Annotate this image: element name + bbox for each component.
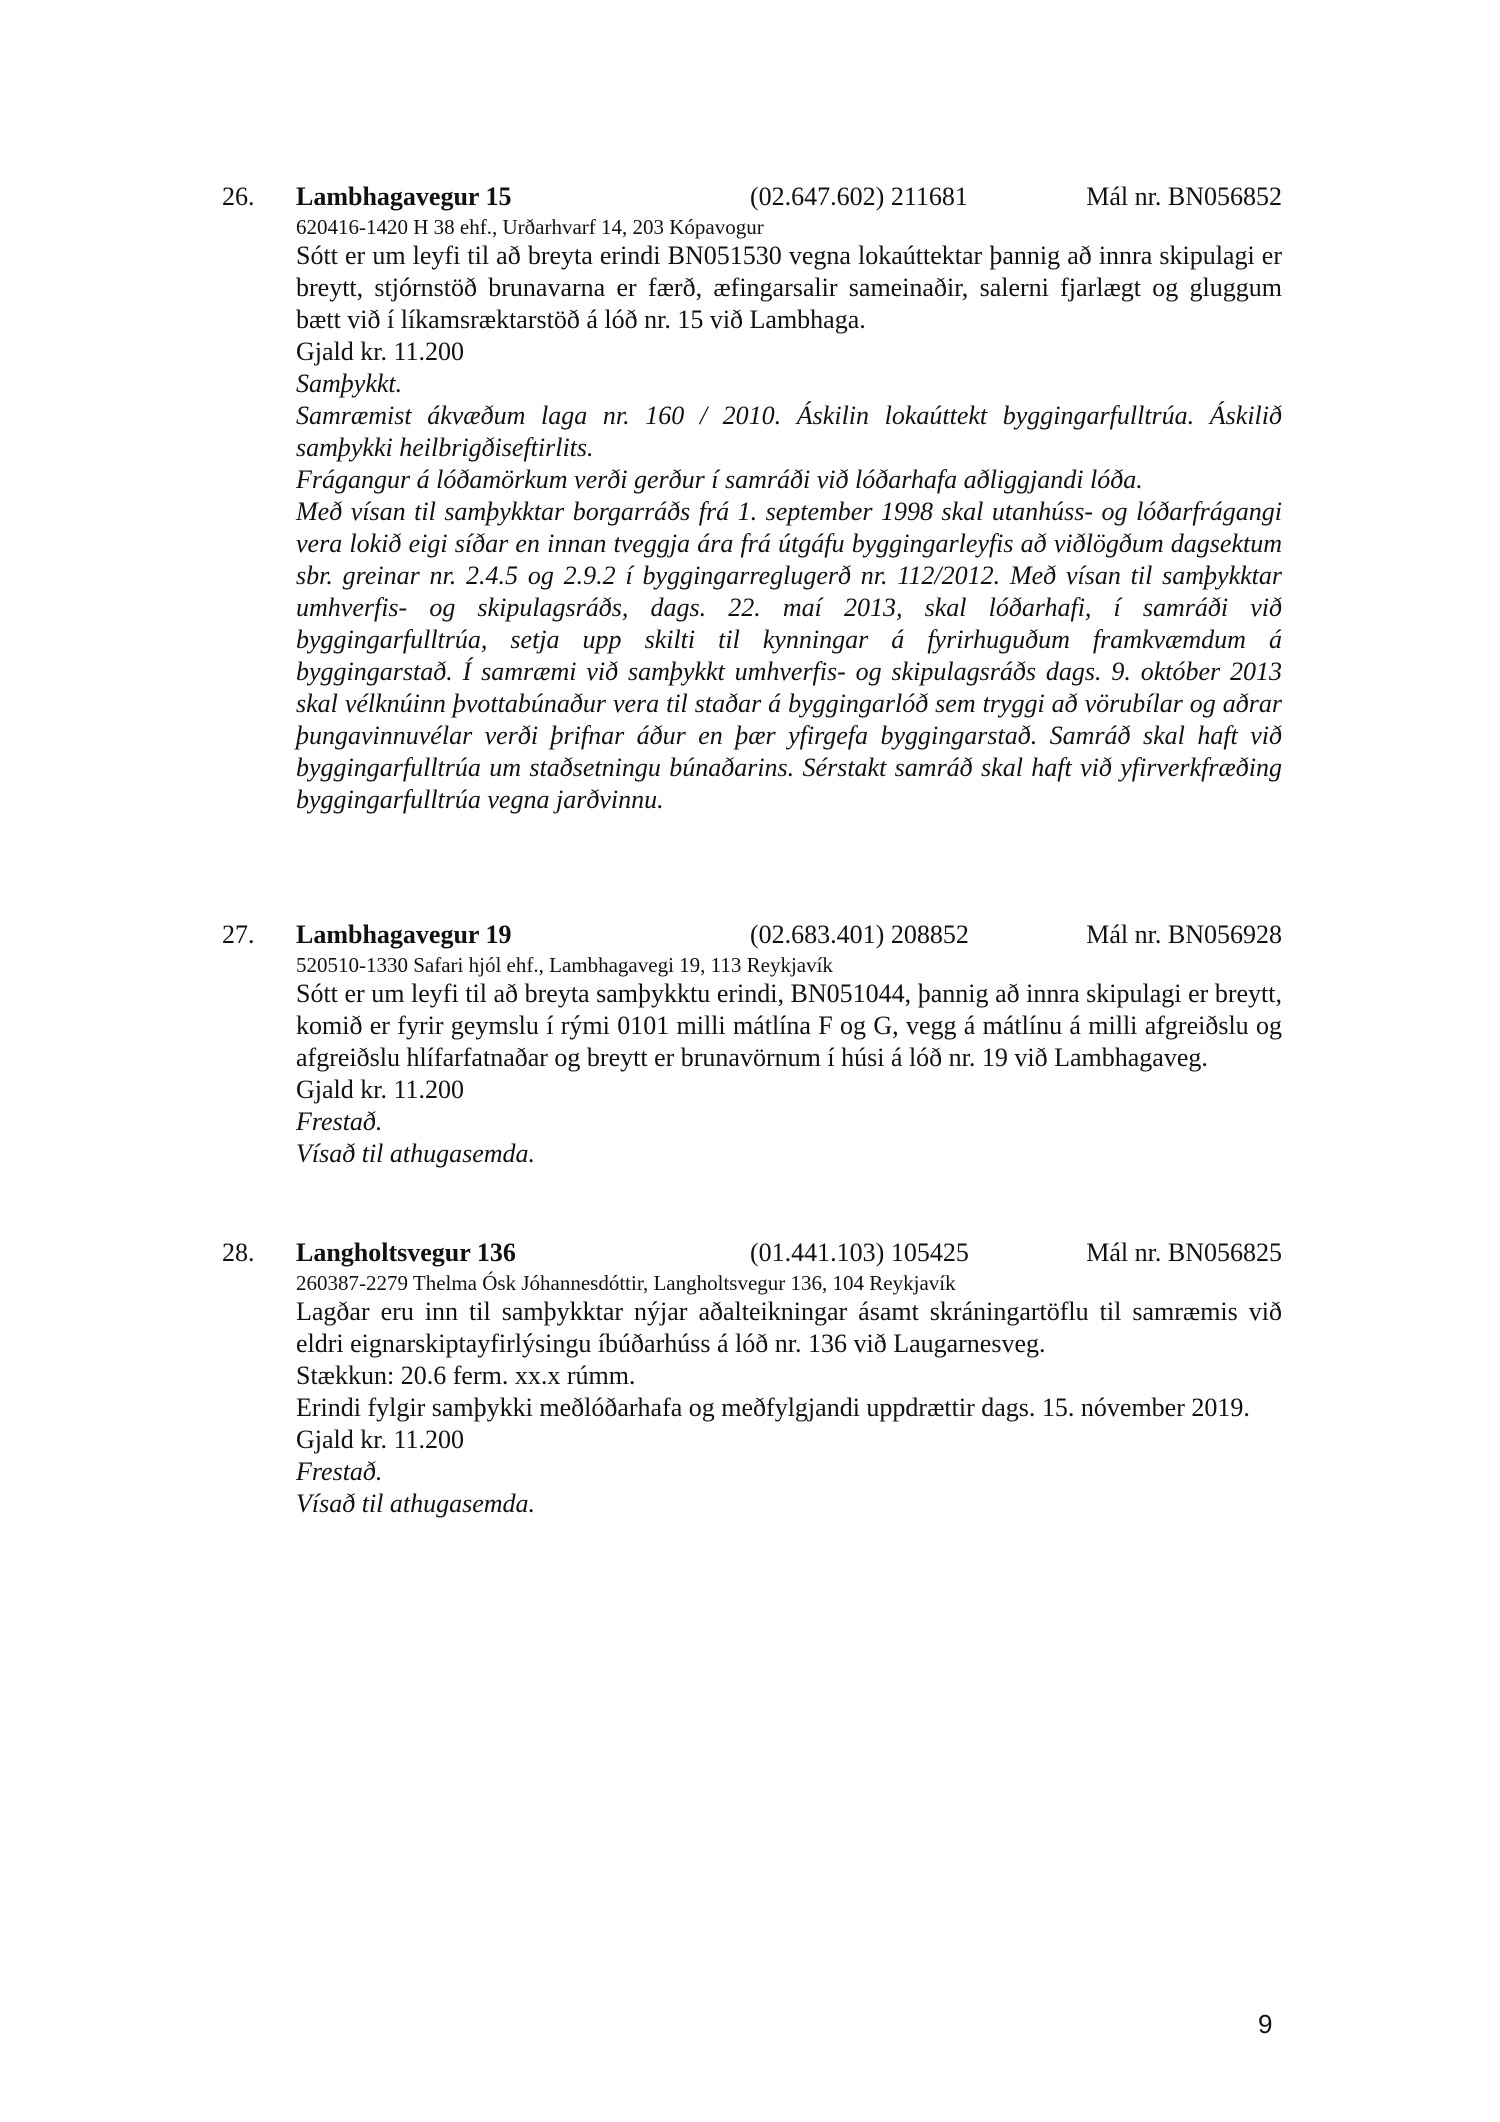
entry-header	[222, 180, 1282, 214]
entry-description: Sótt er um leyfi til að breyta erindi BN051530 vegna lokaúttektar þannig að innra skipulagi er breytt, stjórnstöð brunavarna er færð, æfingarsalir sameinaðir, salerni fjarlægt og gluggum bætt við í líkamsræktarstöð á lóð nr. 15 við Lambhaga.	[296, 241, 1282, 334]
entry-body	[296, 952, 1282, 1170]
case-entry-26	[222, 180, 1282, 816]
entry-attachment: Erindi fylgir samþykki meðlóðarhafa og meðfylgjandi uppdrættir dags. 15. nóvember 2019.	[296, 1393, 1250, 1422]
entry-decision: Frestað.	[296, 1107, 383, 1136]
entry-body	[296, 214, 1282, 816]
entry-owner: 260387-2279 Thelma Ósk Jóhannesdóttir, Langholtsvegur 136, 104 Reykjavík	[296, 1271, 956, 1295]
entry-header	[222, 1236, 1282, 1270]
entry-note: Með vísan til samþykktar borgarráðs frá 1. september 1998 skal utanhúss- og lóðarfrágangi vera lokið eigi síðar en innan tveggja ára frá útgáfu byggingarleyfis að viðlögðum dagsektum sbr. greinar nr. 2.4.5 og 2.9.2 í byggingarreglugerð nr. 112/2012. Með vísan til samþykktar umhverfis- og skipulagsráðs, dags. 22. maí 2013, skal lóðarhafi, í samráði við byggingarfulltrúa, setja upp skilti til kynningar á fyrirhuguðum framkvæmdum á byggingarstað. Í samræmi við samþykkt umhverfis- og skipulagsráðs dags. 9. október 2013 skal vélknúinn þvottabúnaður vera til staðar á byggingarlóð sem tryggi að vörubílar og aðrar þungavinnuvélar verði þrifnar áður en þær yfirgefa byggingarstað. Samráð skal haft við byggingarfulltrúa um staðsetningu búnaðarins. Sérstakt samráð skal haft við yfirverkfræðing byggingarfulltrúa vegna jarðvinnu.	[296, 497, 1282, 814]
entry-fee: Gjald kr. 11.200	[296, 1425, 465, 1454]
case-entry-28	[222, 1236, 1282, 1520]
entry-address: Lambhagavegur 15	[296, 182, 512, 211]
entry-description: Sótt er um leyfi til að breyta samþykktu erindi, BN051044, þannig að innra skipulagi er breytt, komið er fyrir geymslu í rými 0101 milli mátlína F og G, vegg á mátlínu á milli afgreiðslu og afgreiðslu hlífarfatnaðar og breytt er brunavörnum í húsi á lóð nr. 19 við Lambhagaveg.	[296, 979, 1282, 1072]
entry-case-number: Mál nr. BN056852	[1086, 182, 1282, 211]
entry-land-id: (02.683.401) 208852	[750, 920, 969, 949]
entry-decision: Frestað.	[296, 1457, 383, 1486]
entry-address: Lambhagavegur 19	[296, 920, 512, 949]
entry-decision: Samþykkt.	[296, 369, 403, 398]
entry-note: Frágangur á lóðamörkum verði gerður í samráði við lóðarhafa aðliggjandi lóða.	[296, 465, 1143, 494]
entry-number: 27.	[222, 920, 255, 949]
entry-fee: Gjald kr. 11.200	[296, 337, 465, 366]
entry-owner: 620416-1420 H 38 ehf., Urðarhvarf 14, 203 Kópavogur	[296, 215, 764, 239]
entry-case-number: Mál nr. BN056825	[1086, 1238, 1282, 1267]
entry-owner: 520510-1330 Safari hjól ehf., Lambhagavegi 19, 113 Reykjavík	[296, 953, 833, 977]
page-number: 9	[1258, 2009, 1273, 2039]
entry-note: Samræmist ákvæðum laga nr. 160 / 2010. Áskilin lokaúttekt byggingarfulltrúa. Áskilið samþykki heilbrigðiseftirlits.	[296, 401, 1282, 462]
entry-land-id: (01.441.103) 105425	[750, 1238, 969, 1267]
entry-address: Langholtsvegur 136	[296, 1238, 516, 1267]
entry-note: Vísað til athugasemda.	[296, 1489, 536, 1518]
entry-number: 28.	[222, 1238, 255, 1267]
entry-enlargement: Stækkun: 20.6 ferm. xx.x rúmm.	[296, 1361, 636, 1390]
entry-number: 26.	[222, 182, 255, 211]
entry-land-id: (02.647.602) 211681	[750, 182, 968, 211]
entry-case-number: Mál nr. BN056928	[1086, 920, 1282, 949]
entry-description: Lagðar eru inn til samþykktar nýjar aðalteikningar ásamt skráningartöflu til samræmis við eldri eignarskiptayfirlýsingu íbúðarhúss á lóð nr. 136 við Laugarnesveg.	[296, 1297, 1282, 1358]
case-entry-27	[222, 918, 1282, 1170]
entry-note: Vísað til athugasemda.	[296, 1139, 536, 1168]
entry-body	[296, 1270, 1282, 1520]
entry-header	[222, 918, 1282, 952]
entry-fee: Gjald kr. 11.200	[296, 1075, 465, 1104]
